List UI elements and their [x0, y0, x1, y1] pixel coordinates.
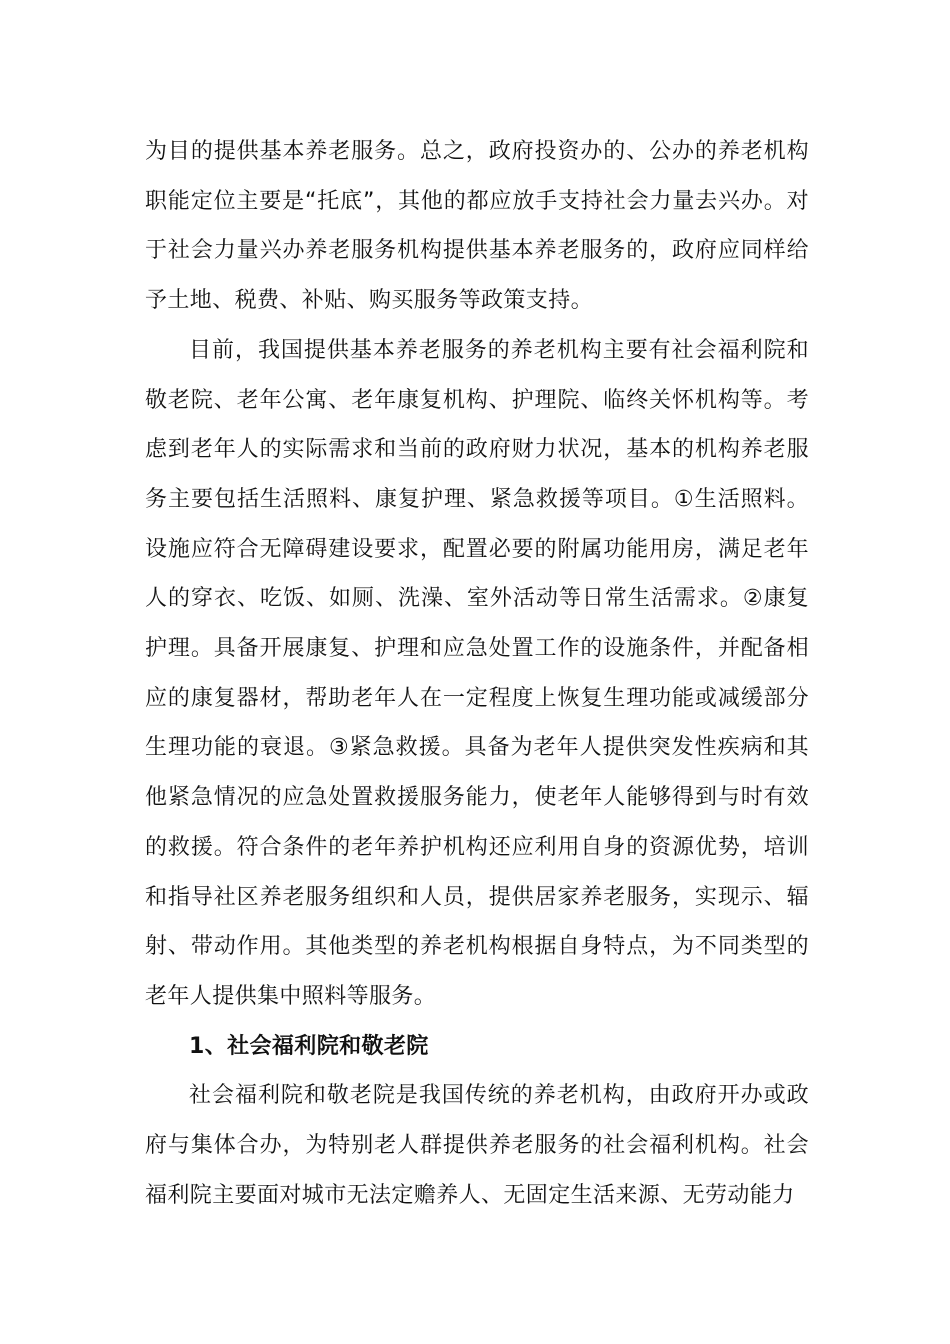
paragraph-1: 为目的提供基本养老服务。总之，政府投资办的、公办的养老机构职能定位主要是“托底”，其他的都应放手支持社会力量去兴办。对于社会力量兴办养老服务机构提供基本养老服务的，政府应同样给予土地、税费、补贴、购买服务等政策支持。	[145, 139, 809, 314]
paragraph-2: 目前，我国提供基本养老服务的养老机构主要有社会福利院和敬老院、老年公寓、老年康复机构、护理院、临终关怀机构等。考虑到老年人的实际需求和当前的政府财力状况，基本的机构养老服务主要包括生活照料、康复护理、紧急救援等项目。①生活照料。设施应符合无障碍建设要求，配置必要的附属功能用房，满足老年人的穿衣、吃饭、如厕、洗澡、室外活动等日常生活需求。②康复护理。具备开展康复、护理和应急处置工作的设施条件，并配备相应的康复器材，帮助老年人在一定程度上恢复生理功能或减缓部分生理功能的衰退。③紧急救援。具备为老年人提供突发性疾病和其他紧急情况的应急处置救援服务能力，使老年人能够得到与时有效的救援。符合条件的老年养护机构还应利用自身的资源优势，培训和指导社区养老服务组织和人员，提供居家养老服务，实现示、辐射、带动作用。其他类型的养老机构根据自身特点，为不同类型的老年人提供集中照料等服务。	[145, 337, 809, 1009]
section-heading: 1、社会福利院和敬老院	[189, 1033, 429, 1059]
paragraph-3: 社会福利院和敬老院是我国传统的养老机构，由政府开办或政府与集体合办，为特别老人群提供养老服务的社会福利机构。社会福利院主要面对城市无法定赡养人、无固定生活来源、无劳动能力	[145, 1083, 809, 1208]
document-body	[145, 127, 809, 1220]
